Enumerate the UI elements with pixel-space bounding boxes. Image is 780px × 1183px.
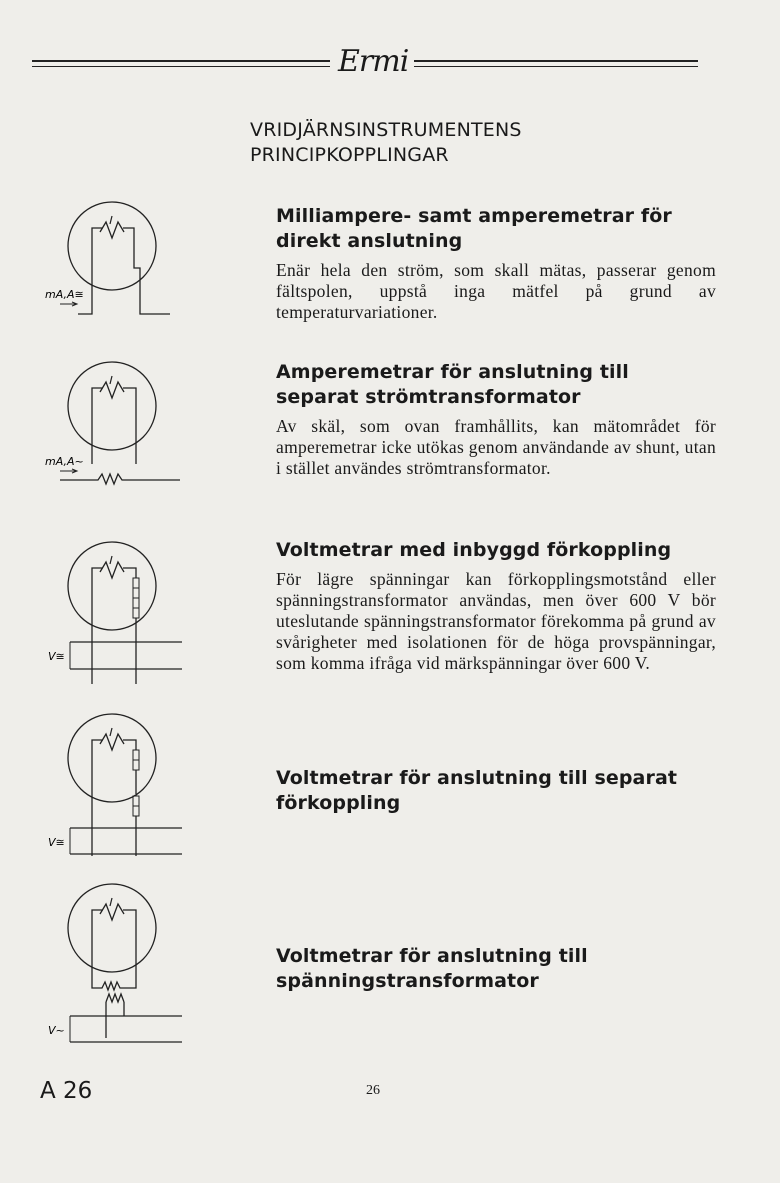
section-ammeter-transformer (276, 360, 716, 479)
circuit-diagram-svg (40, 358, 200, 488)
circuit-diagram-svg (40, 706, 200, 866)
header-rule-left (32, 60, 330, 62)
diagram-label: mA,A~ (45, 455, 84, 468)
circuit-diagram-voltmeter-builtin (40, 534, 200, 694)
circuit-diagram-voltmeter-transformer (40, 878, 200, 1050)
section-body: Enär hela den ström, som skall mätas, passerar genom fältspolen, uppstå inga mätfel på grund av temperaturvariationer. (276, 260, 716, 322)
section-body: Av skäl, som ovan framhållits, kan mätområdet för amperemetrar icke utökas genom användande av shunt, utan i stället användes strömtransformator. (276, 416, 716, 478)
diagram-label: mA,A≅ (45, 288, 84, 301)
section-heading: Amperemetrar för anslutning till separat strömtransformator (276, 361, 629, 408)
title-line-2: PRINCIPKOPPLINGAR (250, 144, 449, 166)
circuit-diagram-svg (40, 878, 200, 1050)
circuit-diagram-svg (40, 198, 200, 318)
circuit-diagram-voltmeter-separate (40, 706, 200, 866)
section-heading: Milliampere- samt amperemetrar för direkt anslutning (276, 205, 672, 252)
circuit-diagram-ammeter-transformer (40, 358, 200, 488)
header-rule-right (414, 60, 698, 62)
section-voltmeter-transformer (276, 944, 706, 1000)
section-heading: Voltmetrar för anslutning till spänningstransformator (276, 945, 588, 992)
header-rule-left-thin (32, 66, 330, 67)
section-ammeter-direct (276, 204, 716, 323)
brand-logo: Ermi (338, 44, 409, 79)
section-voltmeter-builtin (276, 538, 716, 674)
circuit-diagram-svg (40, 534, 200, 694)
diagram-label: V≅ (48, 836, 65, 849)
page-code: A 26 (40, 1078, 93, 1104)
section-voltmeter-separate (276, 766, 706, 822)
page-number: 26 (366, 1083, 380, 1098)
section-body: För lägre spänningar kan förkopplingsmotstånd eller spänningstransformator användas, men över 600 V bör uteslutande spänningstransformator förekomma på grund av svårigheter med isolationen för de höga provspänningar, som komma ifråga vid märkspänningar över 600 V. (276, 569, 716, 673)
diagram-label: V≅ (48, 650, 65, 663)
header-rule-right-thin (414, 66, 698, 67)
circuit-diagram-ammeter-direct (40, 198, 200, 318)
diagram-label: V~ (48, 1024, 65, 1037)
page-header (0, 0, 780, 110)
page-title (250, 118, 522, 168)
section-heading: Voltmetrar med inbyggd förkoppling (276, 539, 672, 561)
section-heading: Voltmetrar för anslutning till separat förkoppling (276, 767, 678, 814)
title-line-1: VRIDJÄRNSINSTRUMENTENS (250, 119, 522, 141)
